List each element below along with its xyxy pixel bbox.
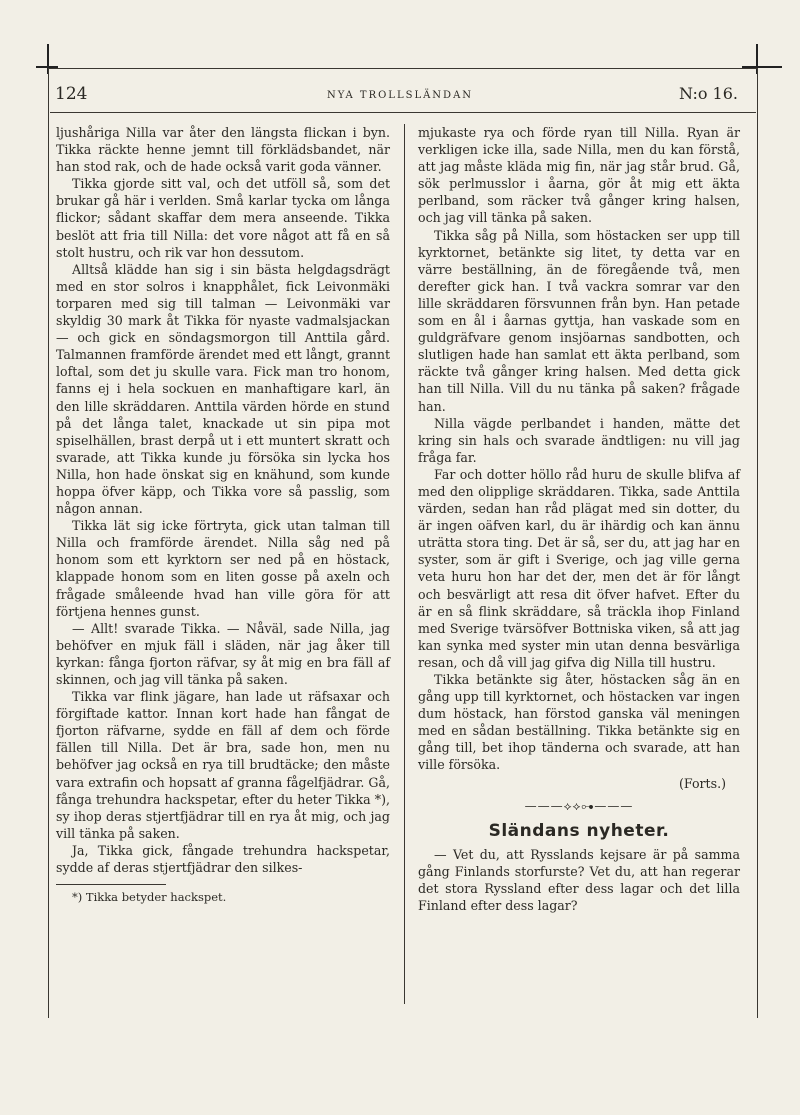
paragraph: Far och dotter höllo råd huru de skulle blifva af med den olipplige skräddaren. Tikka, sade Anttila värden, sedan han råd plägat med sin dotter, du är ingen oäfven karl, du är ihärdig och kan ännu uträtta stora ting. Det är så, ser du, att jag har en syster, som är gift i Sverige, och jag ville gerna veta huru hon har det der, men det är för långt och besvärligt att resa dit öfver hafvet. Efter du är en så flink skräddare, så träckla ihop Finland med Sverige tvärsöfver Bottniska viken, så att jag kan synka med syster min utan denna besvärliga resan, och då vill jag gifva dig Nilla till hustru. — [418, 466, 740, 670]
paragraph: mjukaste rya och förde ryan till Nilla. Ryan är verkligen icke illa, sade Nilla, men du kan förstå, att jag måste kläda mig fin, när jag står brud. Gå, sök perlmusslor i åarna, gör åt mig ett äkta perlband, som räcker två gånger kring halsen, och jag vill tänka på saken. — [418, 125, 740, 226]
footnote-divider — [56, 884, 166, 885]
paragraph: Tikka var flink jägare, han lade ut räfsaxar och förgiftade kattor. Innan kort hade han fångat de fjorton räfvarne, sydde en fäll af dem och förde fällen till Nilla. Det är bra, sade hon, men nu behöfver jag också en rya till brudtäcke; den måste vara extrafin och hopsatt af granna fågelfjädrar. Gå, fånga trehundra hackspetar, efter du heter Tikka *), sy ihop deras stjertfjädrar till en rya åt mig, och jag vill tänka på saken. — [56, 689, 390, 841]
section-title: Sländans nyheter. — [488, 820, 670, 841]
paragraph: Nilla vägde perlbandet i handen, mätte det kring sin hals och svarade ändtligen: nu vill jag fråga far. — [418, 415, 740, 465]
paragraph: ljushåriga Nilla var åter den längsta flickan i byn. Tikka räckte henne jemnt till förklädsbandet, när han stod rak, och de hade också varit goda vänner. — [56, 125, 390, 175]
issue-number: N:o 16. — [679, 84, 738, 103]
left-column — [56, 124, 390, 906]
paragraph: Tikka gjorde sitt val, och det utföll så, som det brukar gå här i verlden. Små karlar tycka om långa flickor; sådant skaffar dem mera anseende. Tikka beslöt att fria till Nilla: det vore något att få en så stolt hustru, och rik var hon dessutom. — [56, 176, 390, 260]
news-paragraph: — Vet du, att Rysslands kejsare är på samma gång Finlands storfurste? Vet du, att han regerar det stora Ryssland efter dess lagar och det lilla Finland efter dess lagar? — [418, 846, 740, 914]
paragraph: Tikka betänkte sig åter, höstacken såg än en gång upp till kyrktornet, och höstacken var ingen dum höstack, han förstod ganska väl meningen med en sådan beställning. Tikka betänkte sig en gång till, bet ihop tänderna och svarade, att han ville försöka. — [418, 672, 740, 773]
left-border — [48, 68, 49, 1018]
footnote: *) Tikka betyder hackspet. — [72, 890, 227, 905]
paragraph: Tikka såg på Nilla, som höstacken ser upp till kyrktornet, betänkte sig litet, ty detta var en värre beställning, än de föregående två, men derefter gick han. I två vackra somrar var den lille skräddaren försvunnen från byn. Han petade som en ål i åarnas gyttja, han vaskade som en guldgräfvare genom insjöarnas sandbotten, och slutligen hade han samlat ett äkta perlband, som räckte två gånger kring halsen. Med detta gick han till Nilla. Vill du nu tänka på saken? frågade han. — [418, 227, 740, 414]
magazine-title: NYA TROLLSLÄNDAN — [326, 90, 474, 101]
paragraph: Tikka lät sig icke förtryta, gick utan talman till Nilla och framförde ärendet. Nilla såg ned på honom som ett kyrktorn ser ned på en höstack, klappade honom som en liten gosse på axeln och frågade småleende hvad han ville göra för att förtjena hennes gunst. — [56, 518, 390, 619]
header-rule — [50, 112, 756, 113]
page-number: 124 — [55, 84, 88, 104]
paragraph: Ja, Tikka gick, fångade trehundra hackspetar, sydde af deras stjertfjädrar den silkes- — [56, 842, 390, 876]
right-border — [757, 68, 758, 1018]
column-divider — [404, 124, 405, 1004]
continued-note: (Forts.) — [678, 775, 726, 791]
paragraph: — Allt! svarade Tikka. — Nåväl, sade Nilla, jag behöfver en mjuk fäll i släden, när jag åker till kyrkan: fånga fjorton räfvar, sy åt mig en bra fäll af skinnen, och jag vill tänka på saken. — [56, 620, 390, 687]
top-rule — [48, 68, 758, 69]
right-column — [418, 124, 740, 914]
paragraph: Alltså klädde han sig i sin bästa helgdagsdrägt med en stor solros i knapphålet, fick Leivonmäki torparen med sig till talman — Leivonmäki var skyldig 30 mark åt Tikka för nyaste vadmalsjackan — och gick en söndagsmorgon till Anttila gård. Talmannen framförde ärendet med ett långt, grannt loftal, som det ju skulle vara. Fick man tro honom, fanns ej i hela sockuen en manhaftigare karl, än den lille skräddaren. Anttila värden hörde en stund på det långa talet, knackade ut sin pipa mot spiselhällen, brast derpå ut i ett muntert skratt och svarade, att Tikka kunde ju försöka sin lycka hos Nilla, hon hade önskat sig en knähund, som kunde hoppa öfver käpp, och Tikka vore så passlig, som någon annan. — [56, 261, 390, 517]
ornament-divider: ———⟡⟡⊶——— — [524, 798, 634, 813]
